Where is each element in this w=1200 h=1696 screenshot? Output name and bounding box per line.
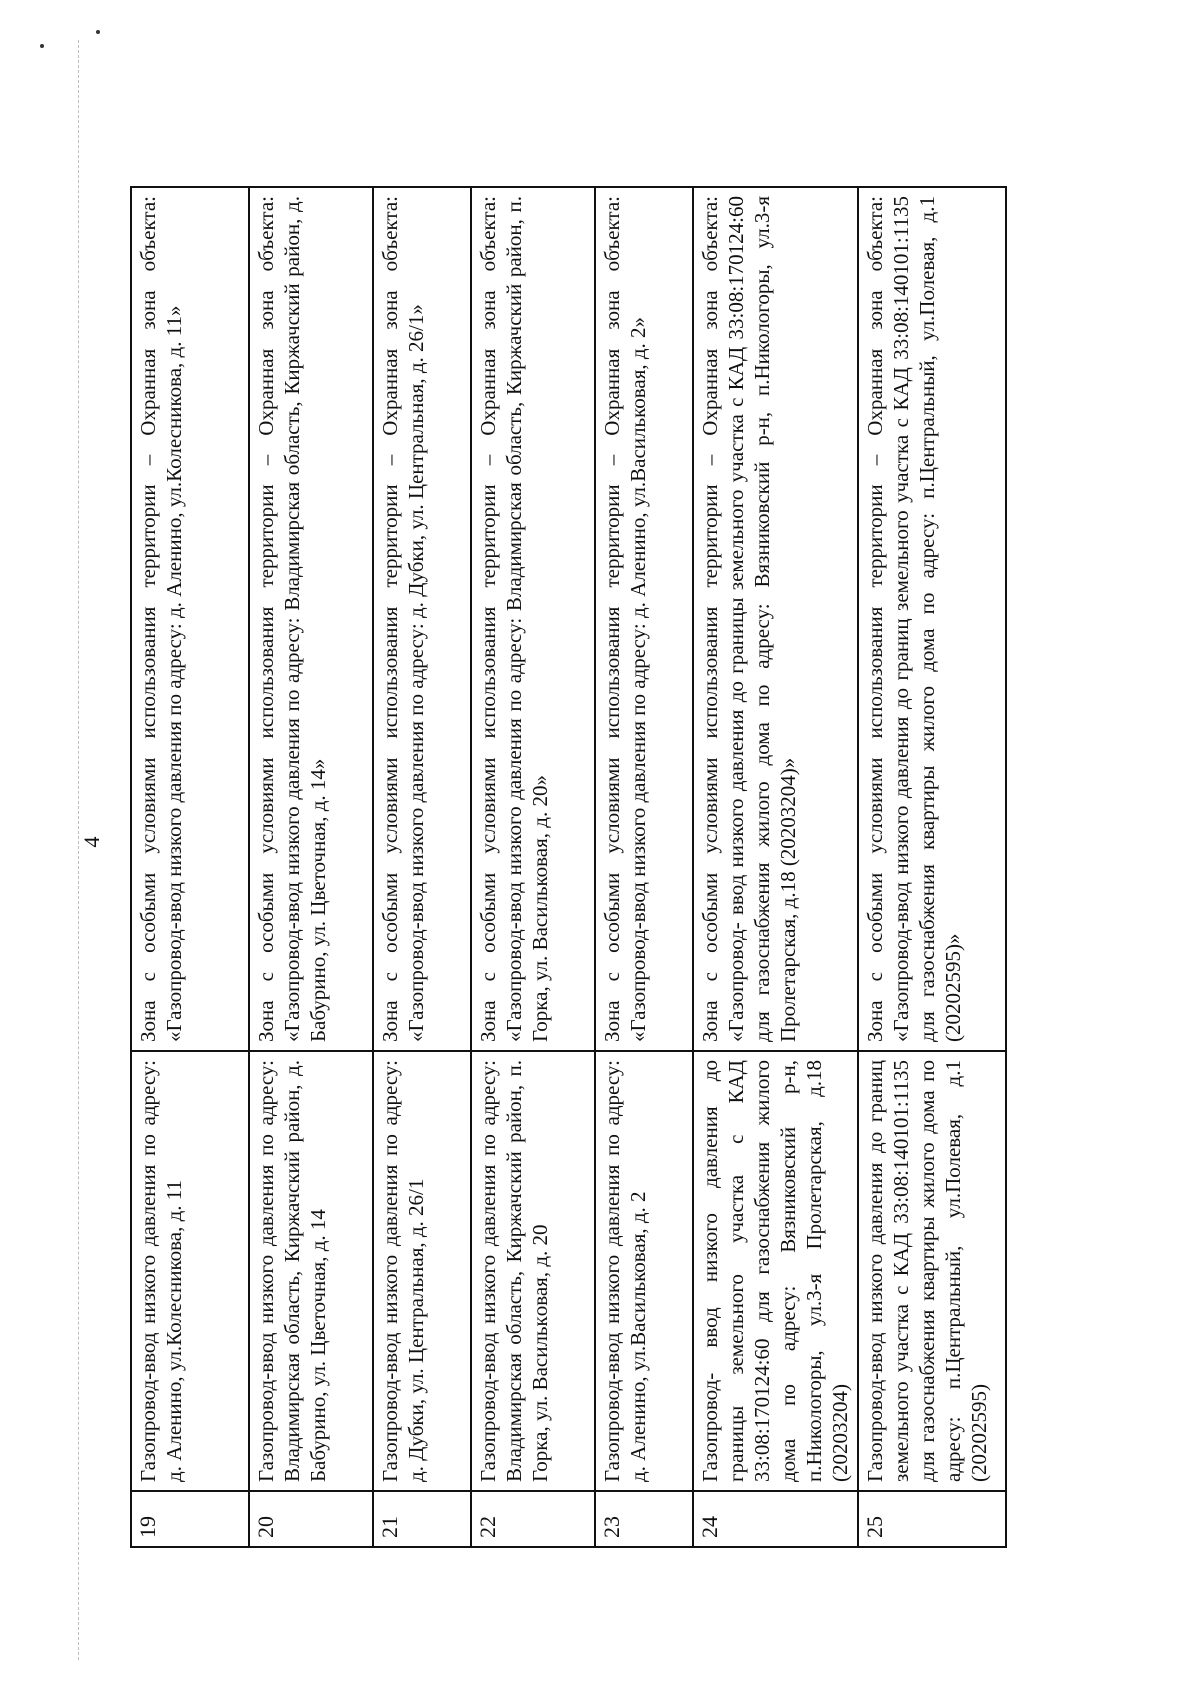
scan-speck [40, 44, 44, 48]
zone-description-cell: Зона с особыми условиями использования территории – Охранная зона объекта: «Газопровод-ввод низкого давления по адресу: д. Дубки, ул. Центральная, д. 26/1» [373, 187, 471, 1051]
register-table [130, 186, 1007, 1548]
object-name-cell: Газопровод-ввод низкого давления по адресу: Владимирская область, Киржачский район, д. Бабурино, ул. Цветочная, д. 14 [249, 1051, 373, 1491]
zone-description-cell: Зона с особыми условиями использования территории – Охранная зона объекта: «Газопровод-ввод низкого давления по адресу: д. Аленино, ул.Васильковая, д. 2» [595, 187, 693, 1051]
row-number: 20 [249, 1491, 373, 1547]
zone-description-cell: Зона с особыми условиями использования территории – Охранная зона объекта: «Газопровод-ввод низкого давления по адресу: д. Аленино, ул.Колесникова, д. 11» [131, 187, 249, 1051]
binding-line [78, 40, 79, 1660]
row-number: 21 [373, 1491, 471, 1547]
table-row [131, 187, 249, 1547]
table-row [858, 187, 1006, 1547]
zone-description-cell: Зона с особыми условиями использования территории – Охранная зона объекта: «Газопровод-ввод низкого давления по адресу: Владимирская область, Киржачский район, д. Бабурино, ул. Цветочная, д. 14» [249, 187, 373, 1051]
object-name-cell: Газопровод- ввод низкого давления до границы земельного участка с КАД 33:08:170124:60 для газоснабжения жилого дома по адресу: Вязниковский р-н, п.Никологоры, ул.3-я Пролетарская, д.18 (20203204) [693, 1051, 858, 1491]
zone-description-cell: Зона с особыми условиями использования территории – Охранная зона объекта: «Газопровод-ввод низкого давления по адресу: Владимирская область, Киржачский район, п. Горка, ул. Васильковая, д. 20» [471, 187, 595, 1051]
table-row [249, 187, 373, 1547]
row-number: 24 [693, 1491, 858, 1547]
object-name-cell: Газопровод-ввод низкого давления по адресу: д. Аленино, ул.Колесникова, д. 11 [131, 1051, 249, 1491]
object-name-cell: Газопровод-ввод низкого давления по адресу: д. Дубки, ул. Центральная, д. 26/1 [373, 1051, 471, 1491]
row-number: 22 [471, 1491, 595, 1547]
table-row [595, 187, 693, 1547]
object-name-cell: Газопровод-ввод низкого давления по адресу: Владимирская область, Киржачский район, п. Горка, ул. Василькoвая, д. 20 [471, 1051, 595, 1491]
rotated-table-container [130, 188, 990, 1548]
table-row [471, 187, 595, 1547]
zone-description-cell: Зона с особыми условиями использования территории – Охранная зона объекта: «Газопровод-ввод низкого давления до границ земельного участка с КАД 33:08:140101:1135 для газоснабжения квартиры жилого дома по адресу: п.Центральный, ул.Полевая, д.1 (20202595)» [858, 187, 1006, 1051]
row-number: 23 [595, 1491, 693, 1547]
scan-speck [96, 30, 100, 34]
zone-description-cell: Зона с особыми условиями использования территории – Охранная зона объекта: «Газопровод- ввод низкого давления до границы земельного участка с КАД 33:08:170124:60 для газоснабжения жилого дома по адресу: Вязниковский р-н, п.Никологоры, ул.3-я Пролетарская, д.18 (20203204)» [693, 187, 858, 1051]
table-row [693, 187, 858, 1547]
page-number: 4 [79, 836, 104, 848]
table-row [373, 187, 471, 1547]
object-name-cell: Газопровод-ввод низкого давления до границ земельного участка с КАД 33:08:140101:1135 для газоснабжения квартиры жилого дома по адресу: п.Центральный, ул.Полевая, д.1 (20202595) [858, 1051, 1006, 1491]
row-number: 25 [858, 1491, 1006, 1547]
row-number: 19 [131, 1491, 249, 1547]
object-name-cell: Газопровод-ввод низкого давления по адресу: д. Аленино, ул.Васильковая, д. 2 [595, 1051, 693, 1491]
